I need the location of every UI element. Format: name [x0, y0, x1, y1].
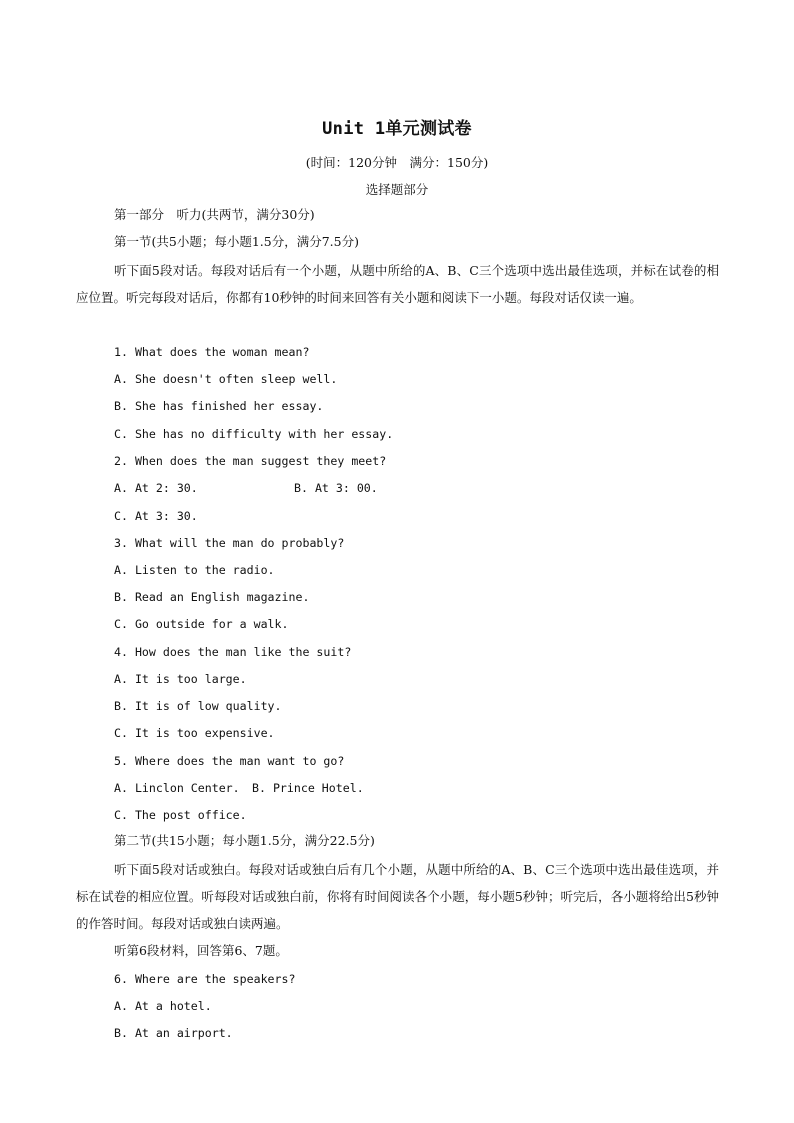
section2-heading: 第二节(共15小题；每小题1.5分，满分22.5分): [114, 833, 375, 848]
question-5: 5. Where does the man want to go?: [114, 754, 345, 768]
title-unit: Unit 1: [322, 119, 386, 139]
title-text: 单元测试卷: [385, 119, 472, 139]
q5-option-c: C. The post office.: [114, 808, 247, 822]
exam-time-score: (时间：120分钟 满分：150分): [305, 155, 489, 170]
q5-option-a: A. Linclon Center.: [114, 781, 240, 795]
question-1: 1. What does the woman mean?: [114, 345, 310, 359]
question-2: 2. When does the man suggest they meet?: [114, 454, 387, 468]
q3-option-c: C. Go outside for a walk.: [114, 617, 289, 631]
page-title: [0, 114, 794, 139]
section-label: 选择题部分: [365, 182, 429, 197]
q1-option-b: B. She has finished her essay.: [114, 399, 324, 413]
question-3: 3. What will the man do probably?: [114, 536, 345, 550]
q3-option-a: A. Listen to the radio.: [114, 563, 275, 577]
q4-option-b: B. It is of low quality.: [114, 699, 282, 713]
q1-option-a: A. She doesn't often sleep well.: [114, 372, 338, 386]
section1-instructions: 听下面5段对话。每段对话后有一个小题，从题中所给的A、B、C三个选项中选出最佳选项，并标在试卷的相应位置。听完每段对话后，你都有10秒钟的时间来回答有关小题和阅读下一小题。每段对话仅读一遍。: [76, 263, 719, 305]
q6-option-b: B. At an airport.: [114, 1026, 233, 1040]
section1-heading: 第一节(共5小题；每小题1.5分，满分7.5分): [114, 234, 359, 249]
q2-option-b: B. At 3: 00.: [294, 481, 378, 495]
q1-option-c: C. She has no difficulty with her essay.: [114, 427, 394, 441]
material-6-instruction: 听第6段材料，回答第6、7题。: [114, 943, 288, 958]
question-6: 6. Where are the speakers?: [114, 972, 296, 986]
q6-option-a: A. At a hotel.: [114, 999, 212, 1013]
q3-option-b: B. Read an English magazine.: [114, 590, 310, 604]
q5-option-b: B. Prince Hotel.: [252, 781, 364, 795]
q4-option-a: A. It is too large.: [114, 672, 247, 686]
question-4: 4. How does the man like the suit?: [114, 645, 352, 659]
section2-instructions: 听下面5段对话或独白。每段对话或独白后有几个小题，从题中所给的A、B、C三个选项中选出最佳选项，并标在试卷的相应位置。听每段对话或独白前，你将有时间阅读各个小题，每小题5秒钟；听完后，各小题将给出5秒钟的作答时间。每段对话或独白读两遍。: [76, 862, 719, 931]
q2-option-c: C. At 3: 30.: [114, 509, 198, 523]
q2-option-a: A. At 2: 30.: [114, 481, 198, 495]
part-heading: 第一部分 听力(共两节，满分30分): [114, 207, 315, 222]
q4-option-c: C. It is too expensive.: [114, 726, 275, 740]
